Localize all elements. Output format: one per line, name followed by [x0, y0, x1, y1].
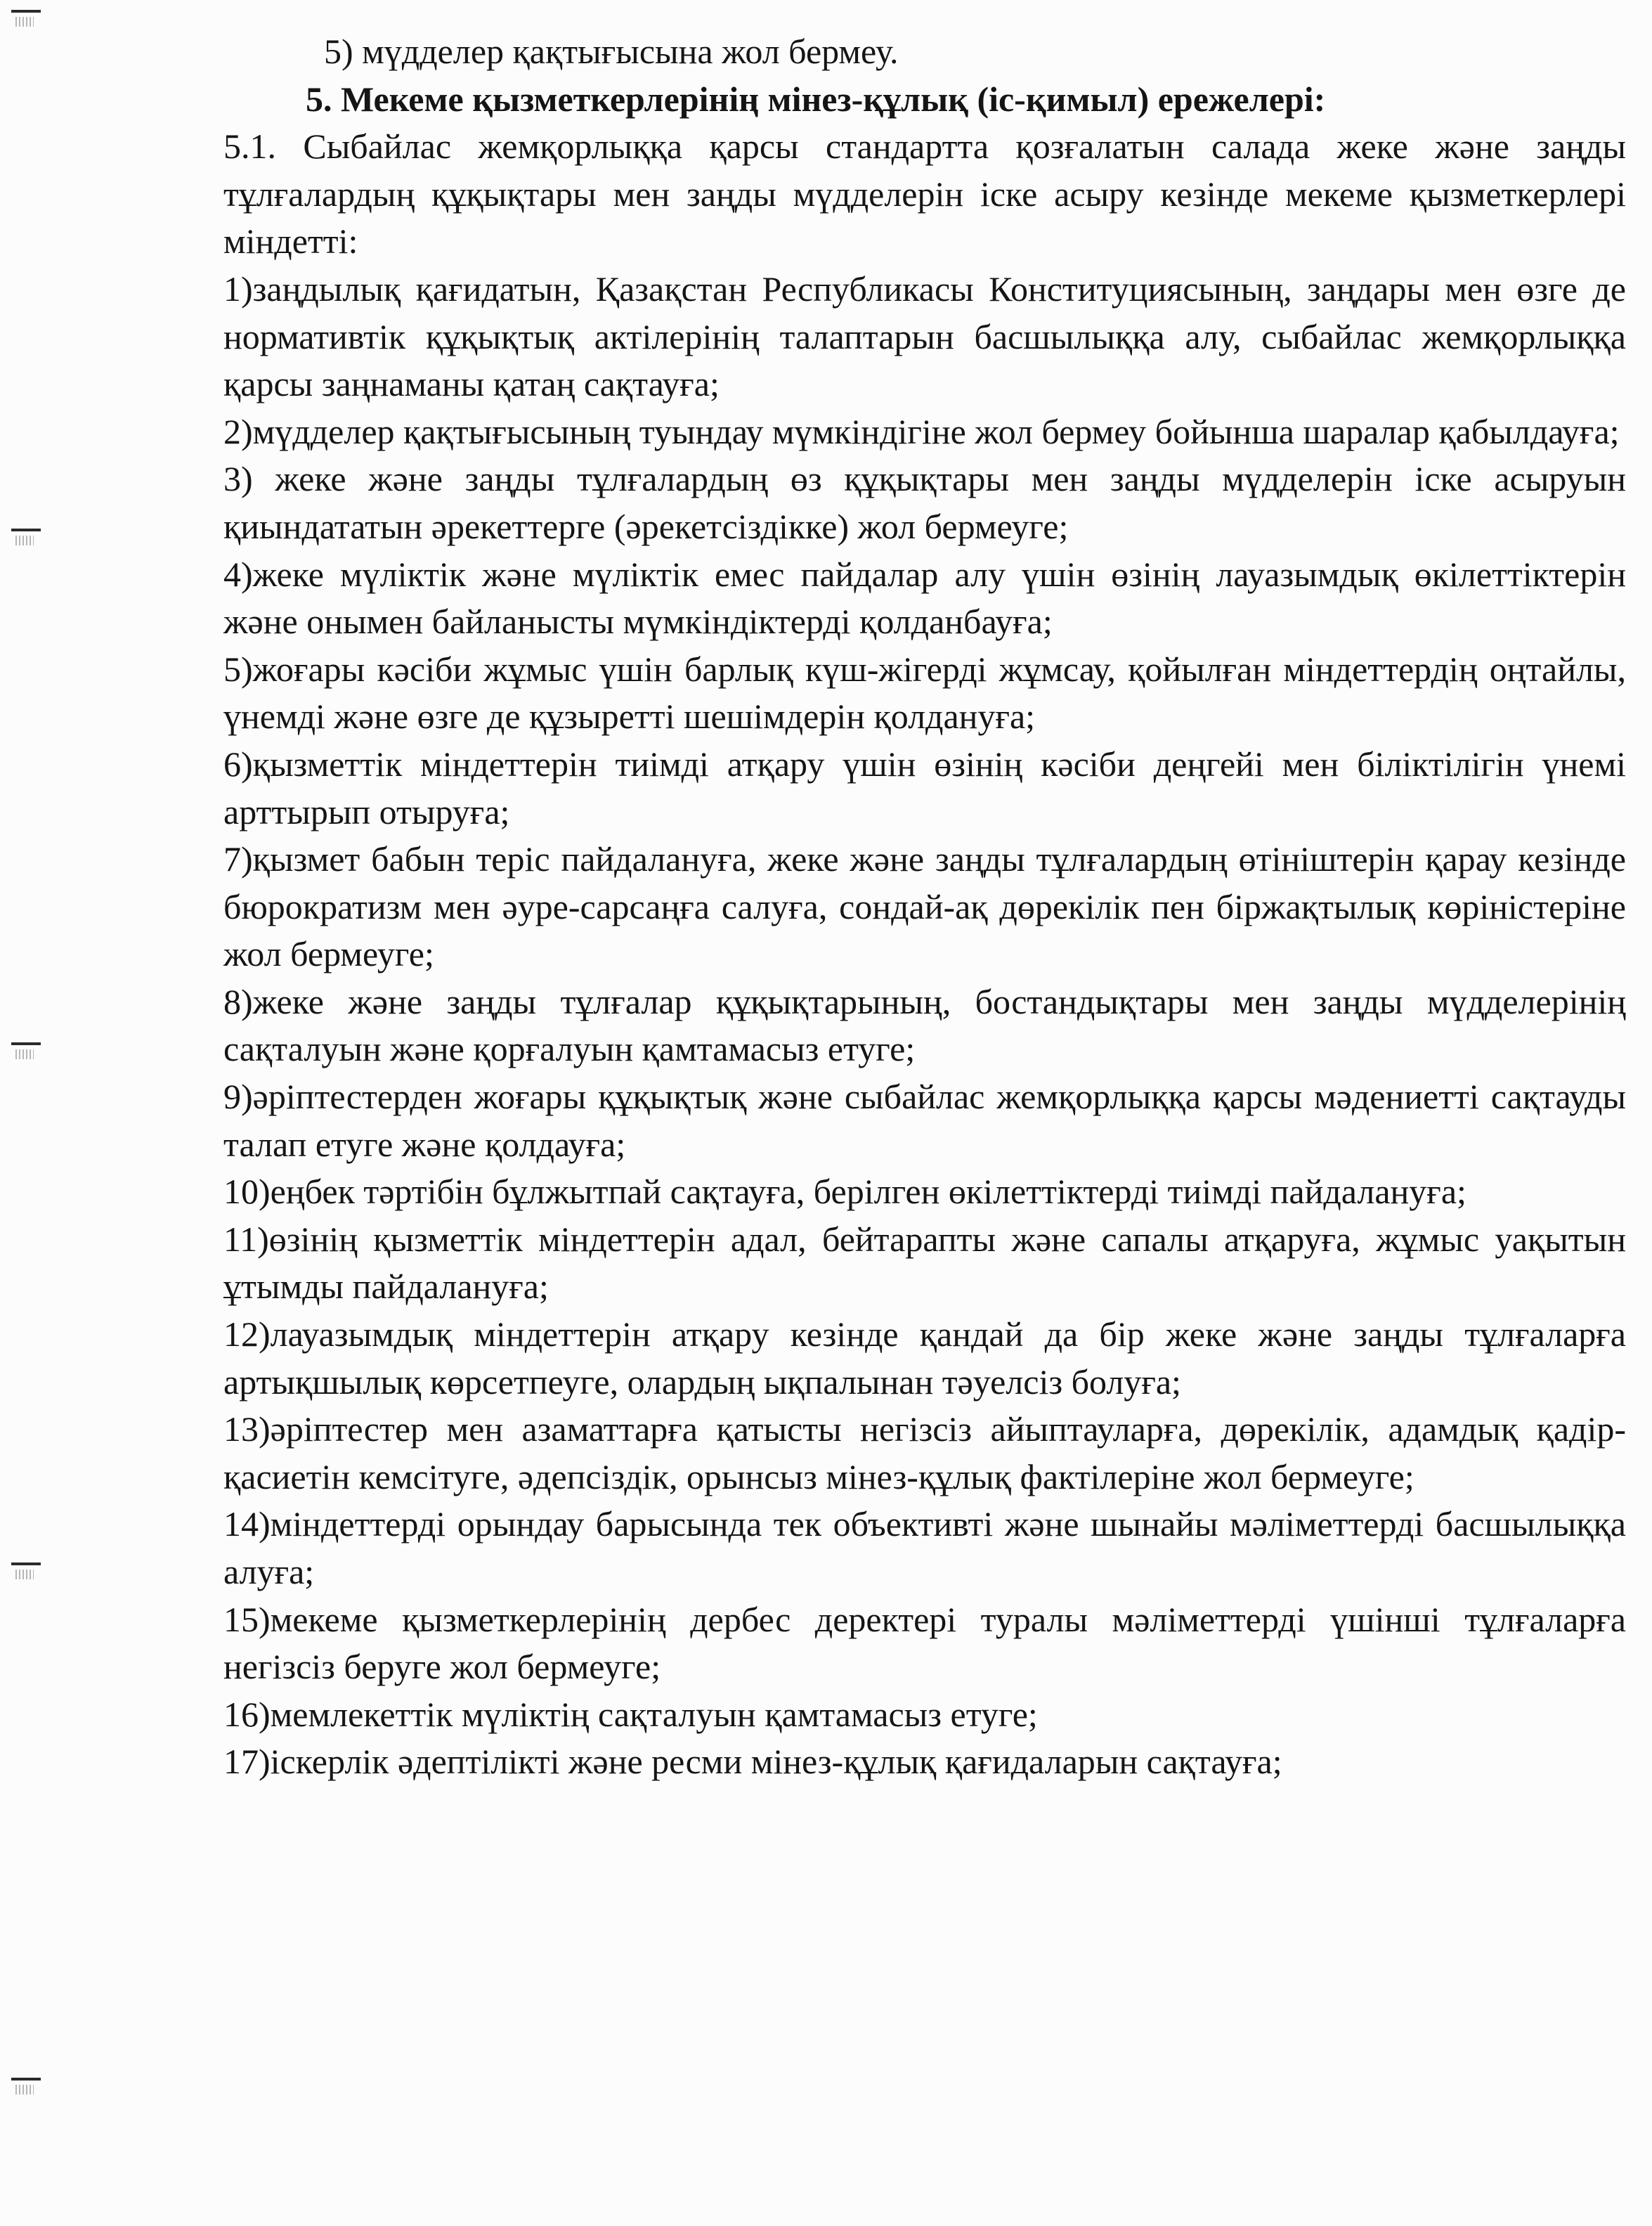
list-item-6: 6)қызметтік міндеттерін тиімді атқару үшін өзінің кәсіби деңгейі мен біліктілігін үнемі арттырып отыруға;	[223, 744, 1626, 831]
section-heading: 5. Мекеме қызметкерлерінің мінез-құлық (іс-қимыл) ережелері:	[306, 79, 1326, 119]
list-item-5: 5)жоғары кәсіби жұмыс үшін барлық күш-жігерді жұмсау, қойылған міндеттердің оңтайлы, үнемді және өзге де құзыретті шешімдерін қолдануға;	[223, 649, 1626, 737]
list-item-8: 8)жеке және заңды тұлғалар құқықтарының, бостандықтары мен заңды мүдделерінің сақталуын және қорғалуын қамтамасыз етуге;	[223, 981, 1626, 1069]
binding-hole-mark	[11, 1042, 41, 1045]
list-item-13: 13)әріптестер мен азаматтарға қатысты негізсіз айыптауларға, дөрекілік, адамдық қадір-қасиетін кемсітуге, әдепсіздік, орынсыз мінез-құлық фактілеріне жол бермеуге;	[223, 1409, 1626, 1496]
list-item-17: 17)іскерлік әдептілікті және ресми мінез-құлық қағидаларын сақтауға;	[223, 1742, 1282, 1782]
binding-hole-mark	[11, 2078, 41, 2081]
list-item-4: 4)жеке мүліктік және мүліктік емес пайдалар алу үшін өзінің лауазымдық өкілеттіктерін және онымен байланысты мүмкіндіктерді қолданбауға;	[223, 554, 1626, 642]
list-item-15: 15)мекеме қызметкерлерінің дербес деректері туралы мәліметтерді үшінші тұлғаларға негізсіз беруге жол бермеуге;	[223, 1599, 1626, 1687]
list-item-3: 3) жеке және заңды тұлғалардың өз құқықтары мен заңды мүдделерін іске асыруын қиындататын әрекеттерге (әрекетсіздікке) жол бермеуге;	[223, 459, 1626, 546]
list-item-9: 9)әріптестерден жоғары құқықтық және сыбайлас жемқорлыққа қарсы мәдениетті сақтауды талап етуге және қолдауға;	[223, 1077, 1626, 1164]
list-item-7: 7)қызмет бабын теріс пайдалануға, жеке және заңды тұлғалардың өтініштерін қарау кезінде бюрократизм мен әуре-сарсаңға салуға, сондай-ақ дөрекілік пен біржақтылық көріністеріне жол бермеуге;	[223, 839, 1626, 974]
list-item-1: 1)заңдылық қағидатын, Қазақстан Республикасы Конституциясының, заңдары мен өзге де нормативтік құқықтық актілерінің талаптарын басшылыққа алу, сыбайлас жемқорлыққа қарсы заңнаманы қатаң сақтауға;	[223, 268, 1626, 404]
list-item-16: 16)мемлекеттік мүліктің сақталуын қамтамасыз етуге;	[223, 1694, 1038, 1734]
intro-line: 5) мүдделер қақтығысына жол бермеу.	[324, 32, 899, 71]
binding-hole-mark	[11, 10, 41, 13]
document-body	[223, 28, 1626, 1786]
list-item-11: 11)өзінің қызметтік міндеттерін адал, бейтарапты және сапалы атқаруға, жұмыс уақытын ұтымды пайдалануға;	[223, 1219, 1626, 1307]
paragraph-5-1: 5.1. Сыбайлас жемқорлыққа қарсы стандартта қозғалатын салада жеке және заңды тұлғалардың құқықтары мен заңды мүдделерін іске асыру кезінде мекеме қызметкерлері міндетті:	[223, 127, 1626, 261]
list-item-10: 10)еңбек тәртібін бұлжытпай сақтауға, берілген өкілеттіктерді тиімді пайдалануға;	[223, 1172, 1466, 1212]
binding-hole-mark	[11, 1562, 41, 1565]
list-item-14: 14)міндеттерді орындау барысында тек объективті және шынайы мәліметтерді басшылыққа алуға;	[223, 1504, 1626, 1591]
list-item-12: 12)лауазымдық міндеттерін атқару кезінде қандай да бір жеке және заңды тұлғаларға артықшылық көрсетпеуге, олардың ықпалынан тәуелсіз болуға;	[223, 1314, 1626, 1402]
list-item-2: 2)мүдделер қақтығысының туындау мүмкіндігіне жол бермеу бойынша шаралар қабылдауға;	[223, 411, 1620, 451]
binding-hole-mark	[11, 529, 41, 531]
